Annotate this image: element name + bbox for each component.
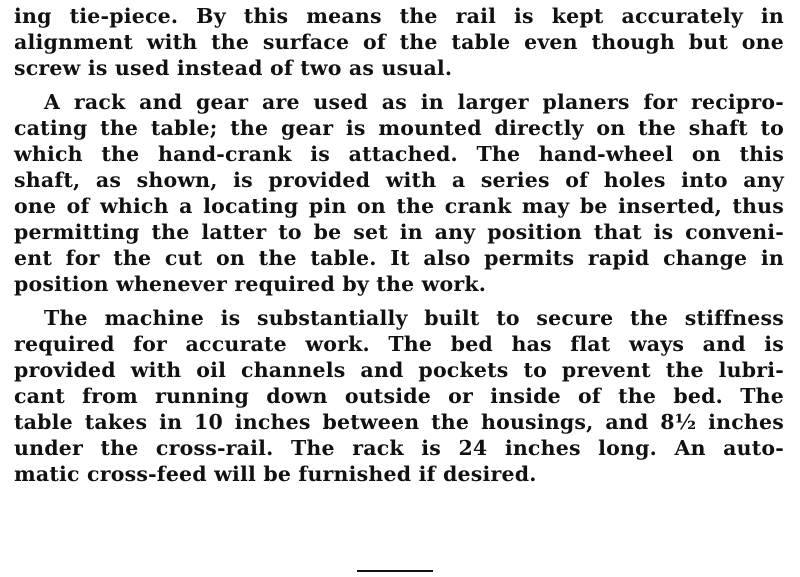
text-line: alignment with the surface of the table even though but one xyxy=(14,30,784,54)
paragraph-first-line: A rack and gear are used as in larger planers for recipro- xyxy=(44,90,784,114)
text-line: ing tie-piece. By this means the rail is kept accurately in xyxy=(14,4,784,28)
text-line: under the cross-rail. The rack is 24 inches long. An auto- xyxy=(14,436,784,460)
section-divider xyxy=(357,570,433,572)
text-line: which the hand-crank is attached. The hand-wheel on this xyxy=(14,142,784,166)
text-line: ent for the cut on the table. It also permits rapid change in xyxy=(14,246,784,270)
text-line: matic cross-feed will be furnished if desired. xyxy=(14,462,537,486)
text-line: table takes in 10 inches between the housings, and 8½ inches xyxy=(14,410,784,434)
text-line: permitting the latter to be set in any position that is conveni- xyxy=(14,220,784,244)
text-line: screw is used instead of two as usual. xyxy=(14,56,453,80)
text-line: required for accurate work. The bed has flat ways and is xyxy=(14,332,784,356)
text-line: cating the table; the gear is mounted directly on the shaft to xyxy=(14,116,784,140)
text-line: provided with oil channels and pockets to prevent the lubri- xyxy=(14,358,784,382)
text-line: position whenever required by the work. xyxy=(14,272,487,296)
text-line: cant from running down outside or inside of the bed. The xyxy=(14,384,784,408)
paragraph-first-line: The machine is substantially built to secure the stiffness xyxy=(44,306,784,330)
text-line: one of which a locating pin on the crank may be inserted, thus xyxy=(14,194,784,218)
text-line: shaft, as shown, is provided with a series of holes into any xyxy=(14,168,784,192)
